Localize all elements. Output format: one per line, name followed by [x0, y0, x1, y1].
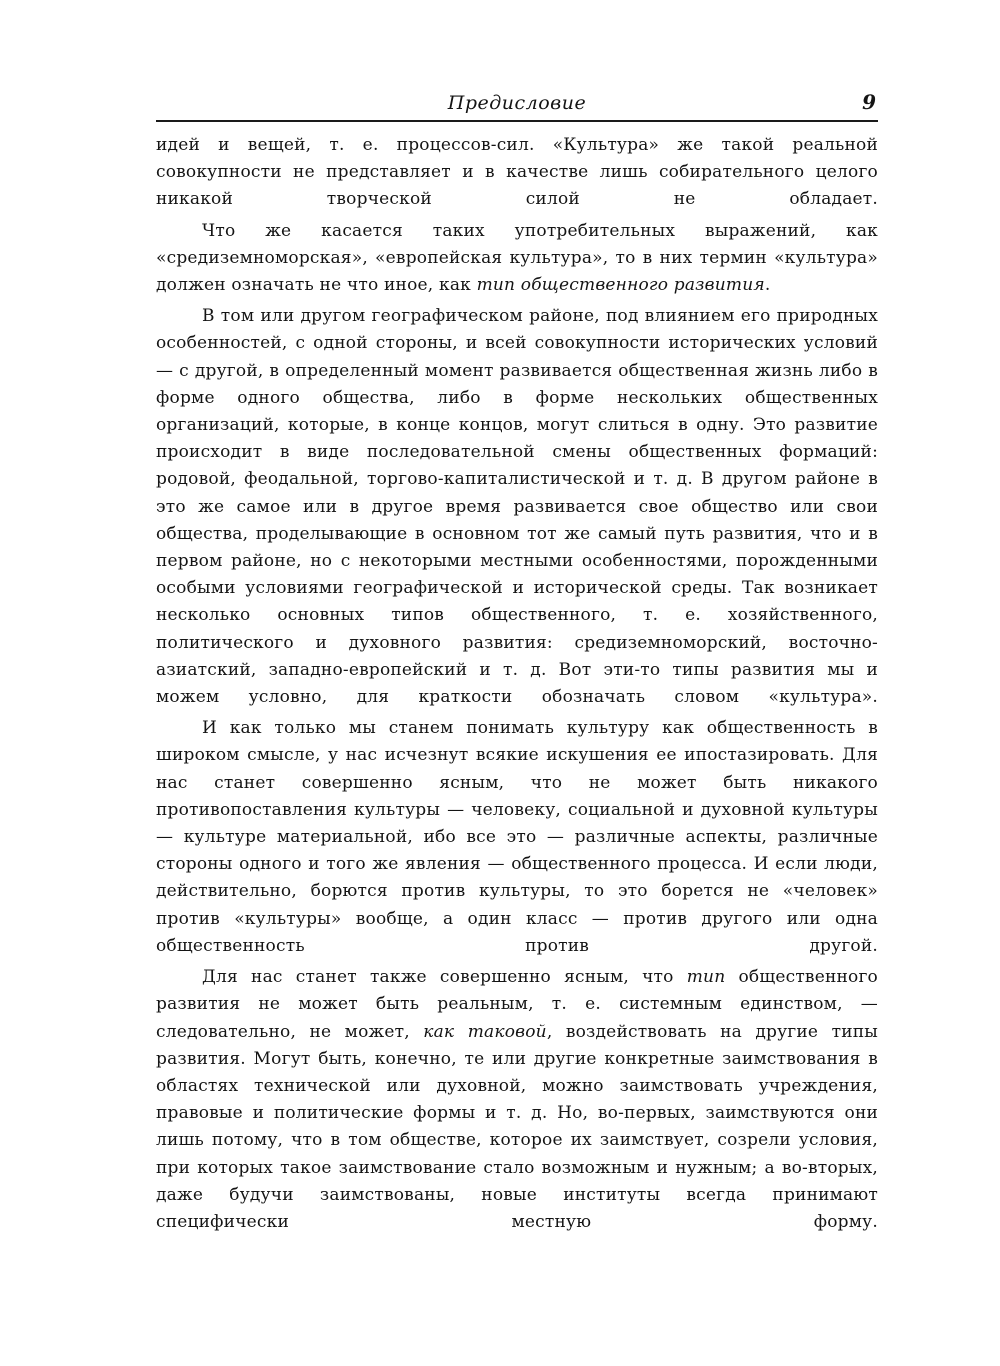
italic-text-run: как таковой [423, 1021, 547, 1042]
italic-text-run: тип общественного развития [476, 275, 765, 296]
page-number: 9 [862, 90, 876, 114]
paragraph-1 [156, 132, 878, 214]
body-text [156, 132, 878, 1236]
text-run: общественного развития не может быть реальным, т. е. системным единством, — следовательно, не может, [156, 967, 878, 1042]
paragraph-2 [156, 218, 878, 300]
text-run: В том или другом географическом районе, под влиянием его природных особенностей, с одной стороны, и всей совокупности исторических условий — с другой, в определенный момент развивается общественная жизнь либо в форме одного общества, либо в форме нескольких общественных организаций, которые, в конце концов, могут слиться в одну. Это развитие происходит в виде последовательной смены общественных формаций: родовой, феодальной, торгово-капиталистической и т. д. В другом районе в это же самое или в другое время развивается свое общество или свои общества, проделывающие в основном тот же самый путь развития, что и в первом районе, но с некоторыми местными особенностями, порожденными особыми условиями географической и исторической среды. Так возникает несколько основных типов общественного, т. е. хозяйственного, политического и духовного развития: средиземноморский, восточно-азиатский, западно-европейский и т. д. Вот эти-то типы развития мы и можем условно, для краткости обозначать словом «культура». [156, 306, 878, 708]
text-run: . [764, 275, 771, 296]
paragraph-4 [156, 715, 878, 960]
text-run: идей и вещей, т. е. процессов-сил. «Культура» же такой реальной совокупности не представляет и в качестве лишь собирательного целого никакой творческой силой не обладает. [156, 135, 878, 210]
italic-text-run: тип [686, 967, 726, 988]
running-header [156, 86, 878, 122]
text-run: И как только мы станем понимать культуру как общественность в широком смысле, у нас исчезнут всякие искушения ее ипостазировать. Для нас станет совершенно ясным, что не может быть никакого противопоставления культуры — человеку, социальной и духовной культуры — культуре материальной, ибо все это — различные аспекты, различные стороны одного и того же явления — общественного процесса. И если люди, действительно, борются против культуры, то это борется не «человек» против «культуры» вообще, а один класс — против другого или одна общественность против другой. [156, 718, 878, 956]
running-title: Предисловие [447, 92, 587, 114]
book-page [156, 86, 878, 1236]
paragraph-5 [156, 964, 878, 1236]
text-run: Что же касается таких употребительных выражений, как «средиземноморская», «европейская культура», то в них термин «культура» должен означать не что иное, как [156, 220, 878, 296]
text-run: , воздействовать на другие типы развития. Могут быть, конечно, те или другие конкретные заимствования в областях технической или духовной, можно заимствовать учреждения, правовые и политические формы и т. д. Но, во-первых, заимствуются они лишь потому, что в том обществе, которое их заимствует, созрели условия, при которых такое заимствование стало возможным и нужным; а во-вторых, даже будучи заимствованы, новые институты всегда принимают специфически местную форму. [156, 1021, 878, 1232]
paragraph-3 [156, 303, 878, 711]
text-run: Для нас станет также совершенно ясным, что [202, 967, 687, 988]
